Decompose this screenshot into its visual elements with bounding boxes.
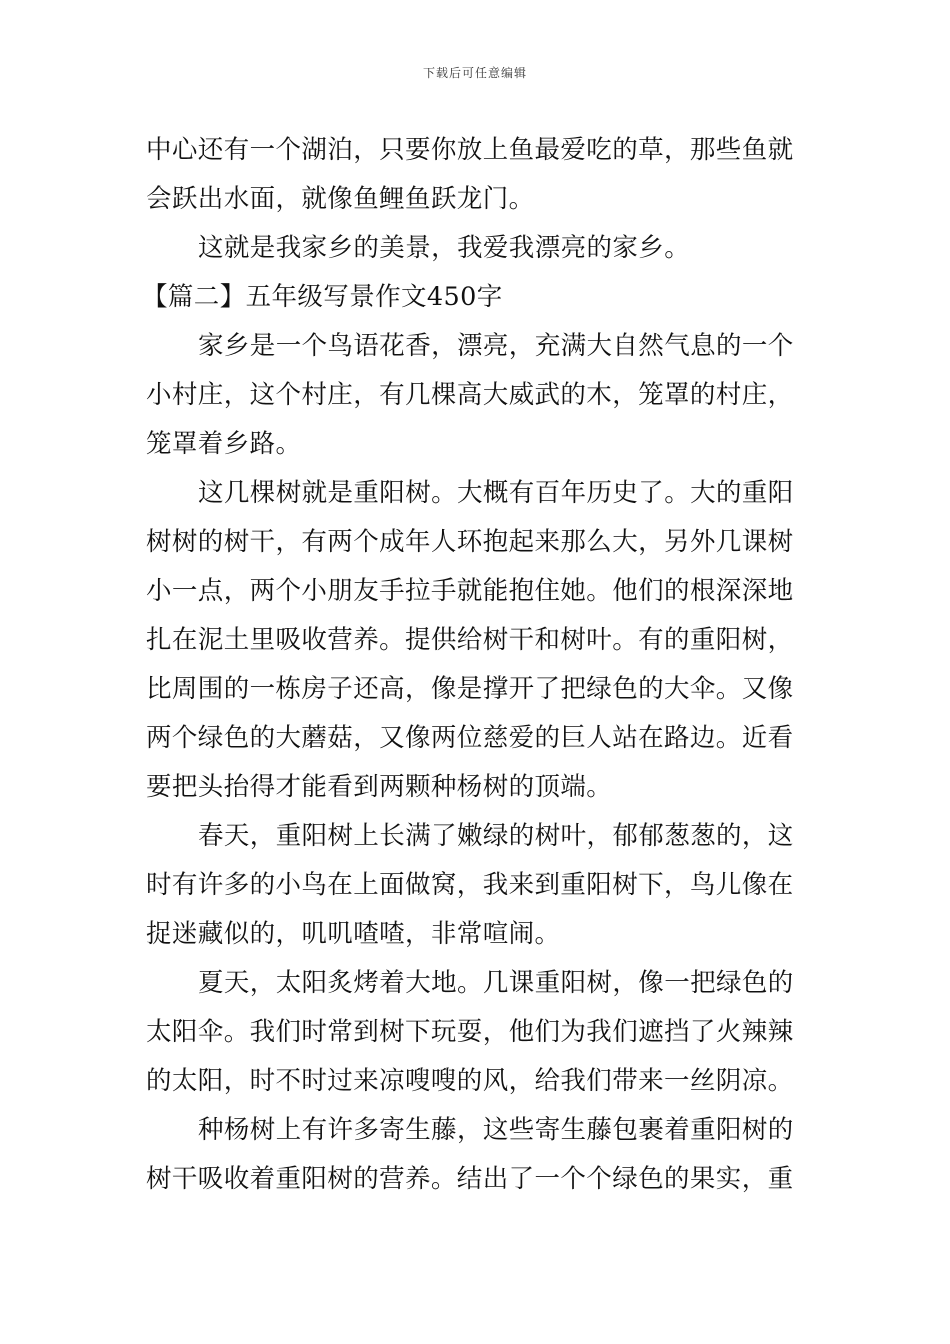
text-line-11: 扎在泥土里吸收营养。提供给树干和树叶。有的重阳树， — [146, 625, 794, 655]
text-line-13: 两个绿色的大蘑菇，又像两位慈爱的巨人站在路边。近看 — [146, 723, 794, 753]
text-line-17: 捉迷藏似的，叽叽喳喳，非常喧闹。 — [146, 919, 561, 949]
document-body — [142, 126, 810, 1204]
text-line-19: 太阳伞。我们时常到树下玩耍，他们为我们遮挡了火辣辣 — [146, 1017, 794, 1047]
text-line-8: 这几棵树就是重阳树。大概有百年历史了。大的重阳 — [198, 478, 794, 508]
text-line-7: 笼罩着乡路。 — [146, 429, 302, 459]
text-line-18: 夏天，太阳炙烤着大地。几课重阳树，像一把绿色的 — [198, 968, 794, 998]
text-line-2: 会跃出水面，就像鱼鲤鱼跃龙门。 — [146, 184, 535, 214]
text-line-9: 树树的树干，有两个成年人环抱起来那么大，另外几课树 — [146, 527, 794, 557]
text-line-6: 小村庄，这个村庄，有几棵高大威武的木，笼罩的村庄， — [146, 380, 794, 410]
section-heading: 【篇二】五年级写景作文450字 — [142, 282, 503, 312]
text-line-20: 的太阳，时不时过来凉嗖嗖的风，给我们带来一丝阴凉。 — [146, 1066, 794, 1096]
text-line-1: 中心还有一个湖泊，只要你放上鱼最爱吃的草，那些鱼就 — [146, 135, 794, 165]
text-line-12: 比周围的一栋房子还高，像是撑开了把绿色的大伞。又像 — [146, 674, 794, 704]
text-line-14: 要把头抬得才能看到两颗种杨树的顶端。 — [146, 772, 613, 802]
text-line-22: 树干吸收着重阳树的营养。结出了一个个绿色的果实，重 — [146, 1164, 794, 1194]
page-header: 下载后可任意编辑 — [422, 66, 527, 80]
text-line-5: 家乡是一个鸟语花香，漂亮，充满大自然气息的一个 — [198, 331, 794, 361]
text-line-15: 春天，重阳树上长满了嫩绿的树叶，郁郁葱葱的，这 — [198, 821, 794, 851]
text-line-21: 种杨树上有许多寄生藤，这些寄生藤包裹着重阳树的 — [198, 1115, 794, 1145]
text-line-10: 小一点，两个小朋友手拉手就能抱住她。他们的根深深地 — [146, 576, 794, 606]
text-line-3: 这就是我家乡的美景，我爱我漂亮的家乡。 — [198, 233, 691, 263]
text-line-16: 时有许多的小鸟在上面做窝，我来到重阳树下，鸟儿像在 — [146, 870, 794, 900]
